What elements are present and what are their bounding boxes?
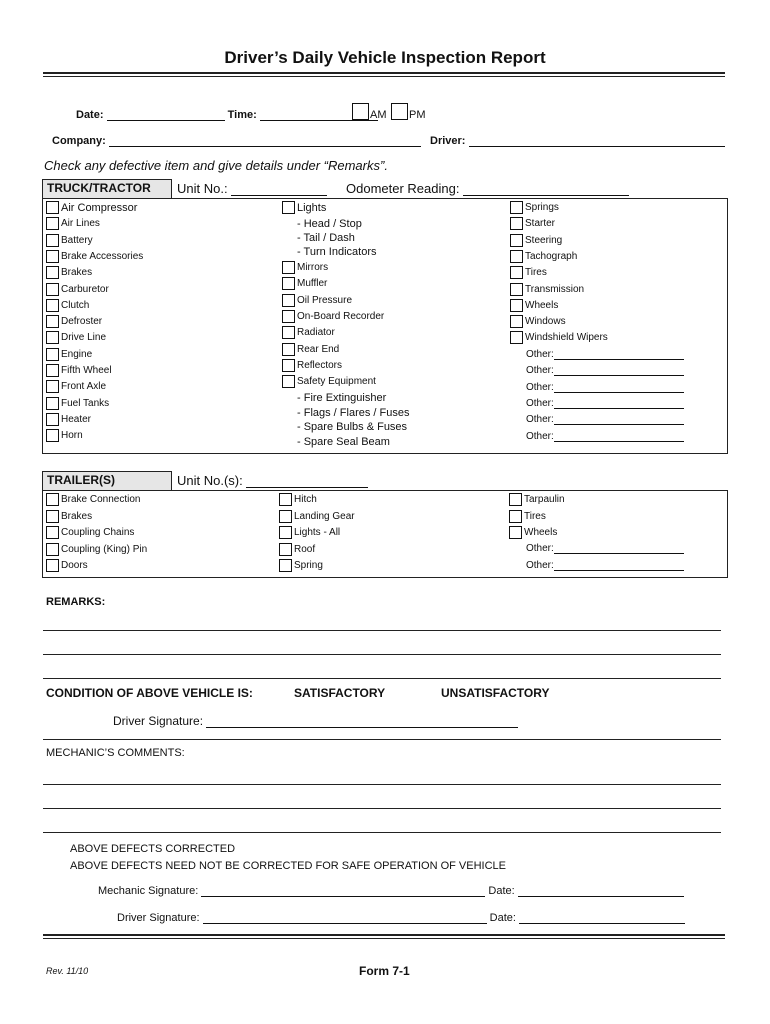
other-label: Other:: [526, 381, 554, 393]
mechanic-comment-line[interactable]: [43, 784, 721, 785]
checkbox[interactable]: [279, 526, 292, 539]
mechanic-comments-label: MECHANIC’S COMMENTS:: [46, 747, 185, 759]
checkbox[interactable]: [46, 413, 59, 426]
satisfactory-option[interactable]: SATISFACTORY: [294, 686, 386, 700]
other-field[interactable]: [526, 431, 684, 442]
company-label: Company:: [52, 135, 106, 147]
trailer-item[interactable]: [46, 526, 134, 539]
checkbox[interactable]: [510, 299, 523, 312]
checkbox[interactable]: [282, 343, 295, 356]
footer-rule-thin: [43, 938, 725, 939]
other-line[interactable]: [554, 349, 684, 360]
other-label: Other:: [526, 365, 554, 377]
other-line[interactable]: [554, 560, 684, 571]
trailer-item[interactable]: [279, 493, 317, 506]
checkbox[interactable]: [510, 217, 523, 230]
item-label: Spring: [294, 560, 323, 571]
remarks-label: REMARKS:: [46, 596, 106, 608]
truck-item[interactable]: [282, 261, 328, 274]
item-label: Air Lines: [61, 218, 100, 230]
item-label: Lights - All: [294, 527, 341, 538]
title-rule-thin: [43, 76, 725, 77]
item-label: Wheels: [525, 299, 559, 311]
form-number: Form 7-1: [359, 964, 410, 978]
odometer-field[interactable]: [463, 183, 629, 196]
item-label: Air Compressor: [61, 201, 138, 214]
mechanic-comment-line[interactable]: [43, 832, 721, 833]
item-label: Fifth Wheel: [61, 365, 112, 376]
truck-item[interactable]: [510, 250, 577, 263]
truck-item-lights[interactable]: [282, 201, 326, 214]
instruction-text: Check any defective item and give details under “Remarks”.: [44, 158, 388, 173]
mechanic-driver-signature-field[interactable]: [203, 911, 487, 924]
truck-item[interactable]: [46, 266, 92, 279]
checkbox[interactable]: [279, 543, 292, 556]
item-label: Brakes: [61, 267, 93, 279]
item-label: Battery: [61, 234, 93, 246]
checkbox[interactable]: [46, 299, 59, 312]
other-field[interactable]: [526, 560, 684, 571]
trailer-item[interactable]: [46, 493, 141, 506]
checkbox[interactable]: [46, 250, 59, 263]
item-label: Tires: [524, 510, 546, 522]
pm-checkbox[interactable]: [391, 103, 408, 121]
sub-item: - Tail / Dash: [297, 232, 355, 244]
item-label: Tires: [525, 267, 547, 279]
unsatisfactory-option[interactable]: UNSATISFACTORY: [441, 686, 550, 700]
truck-header: TRUCK/TRACTOR: [42, 179, 172, 199]
other-label: Other:: [526, 543, 554, 554]
truck-item[interactable]: [46, 429, 83, 442]
truck-item[interactable]: [282, 310, 384, 323]
other-line[interactable]: [554, 398, 684, 409]
checkbox[interactable]: [279, 559, 292, 572]
truck-item[interactable]: [510, 201, 559, 214]
checkbox[interactable]: [510, 250, 523, 263]
item-label: Front Axle: [61, 381, 107, 393]
truck-item[interactable]: [46, 234, 93, 247]
mechanic-driver-date-label: Date:: [489, 912, 516, 924]
date-label: Date:: [76, 109, 104, 121]
item-label: Brake Connection: [61, 494, 141, 505]
trailer-unit-label: Unit No.(s):: [177, 473, 243, 488]
checkbox[interactable]: [46, 331, 59, 344]
checkbox[interactable]: [282, 201, 295, 214]
checkbox[interactable]: [282, 326, 295, 339]
item-label: Windows: [525, 316, 566, 328]
item-label: Tarpaulin: [524, 494, 565, 505]
truck-item[interactable]: [46, 201, 137, 214]
checkbox[interactable]: [279, 510, 292, 523]
checkbox[interactable]: [282, 375, 295, 388]
truck-item[interactable]: [46, 283, 109, 296]
checkbox[interactable]: [46, 559, 59, 572]
checkbox[interactable]: [46, 429, 59, 442]
item-label: Muffler: [297, 278, 328, 290]
item-label: Coupling Chains: [61, 527, 135, 538]
other-label: Other:: [526, 430, 554, 442]
truck-item[interactable]: [46, 217, 100, 230]
truck-item[interactable]: [510, 234, 562, 247]
other-label: Other:: [526, 560, 554, 571]
date-row: [76, 108, 378, 121]
truck-item[interactable]: [46, 331, 106, 344]
trailer-item[interactable]: [509, 510, 546, 523]
item-label: Drive Line: [61, 332, 107, 344]
checkbox[interactable]: [46, 348, 59, 361]
item-label: Brakes: [61, 510, 93, 522]
item-label: Clutch: [61, 299, 90, 311]
item-label: Transmission: [525, 283, 585, 295]
driver-row: [430, 134, 725, 147]
item-label: Lights: [297, 201, 327, 214]
checkbox[interactable]: [510, 283, 523, 296]
driver-signature-row: [113, 714, 518, 728]
item-label: Starter: [525, 218, 556, 230]
trailer-item[interactable]: [279, 526, 340, 539]
checkbox[interactable]: [46, 543, 59, 556]
trailer-item[interactable]: [46, 543, 147, 556]
checkbox[interactable]: [46, 493, 59, 506]
trailer-item[interactable]: [279, 510, 355, 523]
title-rule: [43, 72, 725, 74]
mechanic-comment-line[interactable]: [43, 808, 721, 809]
item-label: Wheels: [524, 527, 558, 538]
item-label: Hitch: [294, 494, 317, 505]
trailer-item[interactable]: [509, 526, 557, 539]
checkbox[interactable]: [510, 234, 523, 247]
checkbox[interactable]: [46, 234, 59, 247]
checkbox[interactable]: [46, 397, 59, 410]
truck-item[interactable]: [510, 266, 547, 279]
checkbox[interactable]: [509, 493, 522, 506]
truck-item[interactable]: [282, 277, 327, 290]
checkbox[interactable]: [46, 526, 59, 539]
item-label: Steering: [525, 234, 563, 246]
footer-rule: [43, 934, 725, 936]
am-checkbox[interactable]: [352, 103, 369, 121]
truck-item[interactable]: [46, 315, 102, 328]
truck-item[interactable]: [46, 380, 106, 393]
item-label: Mirrors: [297, 262, 329, 273]
driver-signature-label: Driver Signature:: [113, 714, 204, 728]
trailer-unit-row: [177, 473, 368, 488]
checkbox[interactable]: [46, 315, 59, 328]
checkbox[interactable]: [510, 201, 523, 214]
item-label: Safety Equipment: [297, 376, 376, 388]
item-label: Radiator: [297, 327, 335, 339]
truck-item[interactable]: [282, 343, 339, 356]
truck-item[interactable]: [46, 299, 89, 312]
checkbox[interactable]: [282, 277, 295, 290]
truck-item[interactable]: [46, 250, 143, 263]
driver-signature-field[interactable]: [206, 715, 518, 728]
checkbox[interactable]: [282, 359, 295, 372]
checkbox[interactable]: [509, 526, 522, 539]
checkbox[interactable]: [46, 380, 59, 393]
mechanic-signature-row: [98, 884, 684, 897]
truck-item[interactable]: [282, 326, 335, 339]
other-label: Other:: [526, 397, 554, 409]
remarks-line[interactable]: [43, 678, 721, 679]
mechanic-signature-label: Mechanic Signature:: [98, 885, 199, 897]
mechanic-date-label: Date:: [488, 885, 515, 897]
other-field[interactable]: [526, 349, 684, 360]
item-label: Engine: [61, 348, 93, 360]
truck-unit-field[interactable]: [231, 183, 327, 196]
trailer-unit-field[interactable]: [246, 475, 368, 488]
other-field[interactable]: [526, 543, 684, 554]
item-label: Horn: [61, 430, 83, 442]
sub-item: - Head / Stop: [297, 218, 362, 230]
checkbox[interactable]: [46, 510, 59, 523]
trailer-item[interactable]: [46, 559, 88, 572]
other-field[interactable]: [526, 365, 684, 376]
driver-label: Driver:: [430, 135, 466, 147]
other-field[interactable]: [526, 382, 684, 393]
sub-item: - Spare Seal Beam: [297, 435, 390, 448]
section-divider: [43, 739, 721, 740]
checkbox[interactable]: [46, 266, 59, 279]
company-field[interactable]: [109, 134, 421, 147]
mechanic-driver-signature-row: [117, 911, 685, 924]
item-label: Coupling (King) Pin: [61, 543, 148, 555]
truck-item[interactable]: [510, 331, 608, 344]
item-label: Rear End: [297, 343, 340, 355]
mechanic-date-field[interactable]: [518, 884, 684, 897]
checkbox[interactable]: [46, 364, 59, 377]
am-box[interactable]: [352, 103, 369, 120]
checkbox[interactable]: [510, 315, 523, 328]
remarks-line[interactable]: [43, 654, 721, 655]
page-title: Driver’s Daily Vehicle Inspection Report: [224, 48, 546, 67]
truck-unit-row: [177, 181, 327, 196]
truck-item[interactable]: [46, 397, 109, 410]
pm-box[interactable]: [391, 103, 408, 120]
trailer-item[interactable]: [46, 510, 92, 523]
revision-text: Rev. 11/10: [46, 966, 89, 976]
item-label: Reflectors: [297, 359, 343, 371]
truck-item[interactable]: [510, 299, 558, 312]
odometer-label: Odometer Reading:: [346, 181, 460, 196]
trailer-item[interactable]: [509, 493, 565, 506]
item-label: Brake Accessories: [61, 250, 144, 262]
item-label: Fuel Tanks: [61, 397, 110, 409]
sub-item: - Spare Bulbs & Fuses: [297, 421, 408, 433]
item-label: Defroster: [61, 316, 103, 328]
truck-item[interactable]: [282, 359, 342, 372]
item-label: Landing Gear: [294, 510, 355, 522]
truck-item[interactable]: [282, 375, 376, 388]
odometer-row: [346, 181, 629, 196]
truck-unit-label: Unit No.:: [177, 181, 228, 196]
other-line[interactable]: [554, 414, 684, 425]
checkbox[interactable]: [282, 294, 295, 307]
other-line[interactable]: [554, 543, 684, 554]
company-row: [52, 134, 421, 147]
item-label: Oil Pressure: [297, 294, 353, 306]
time-label: Time:: [227, 109, 257, 121]
checkbox[interactable]: [46, 217, 59, 230]
other-line[interactable]: [554, 431, 684, 442]
trailer-header: TRAILER(S): [42, 471, 172, 491]
truck-item[interactable]: [510, 283, 584, 296]
sub-item: - Turn Indicators: [297, 246, 377, 258]
other-label: Other:: [526, 414, 554, 426]
other-line[interactable]: [554, 382, 684, 393]
item-label: Springs: [525, 202, 559, 213]
trailer-item[interactable]: [279, 543, 315, 556]
truck-item[interactable]: [46, 348, 92, 361]
checkbox[interactable]: [510, 266, 523, 279]
other-label: Other:: [526, 349, 554, 360]
am-label: AM: [370, 109, 387, 121]
checkbox[interactable]: [279, 493, 292, 506]
truck-item[interactable]: [510, 315, 566, 328]
checkbox[interactable]: [46, 201, 59, 214]
item-label: Heater: [61, 413, 92, 425]
truck-item[interactable]: [46, 413, 91, 426]
checkbox[interactable]: [46, 283, 59, 296]
trailer-item[interactable]: [279, 559, 323, 572]
defects-corrected-text: ABOVE DEFECTS CORRECTED: [70, 843, 236, 855]
item-label: On-Board Recorder: [297, 310, 385, 322]
date-field[interactable]: [107, 108, 225, 121]
truck-item[interactable]: [510, 217, 555, 230]
checkbox[interactable]: [282, 261, 295, 274]
sub-item: - Flags / Flares / Fuses: [297, 406, 410, 419]
checkbox[interactable]: [282, 310, 295, 323]
remarks-line[interactable]: [43, 630, 721, 631]
checkbox[interactable]: [509, 510, 522, 523]
condition-label: CONDITION OF ABOVE VEHICLE IS:: [46, 686, 253, 700]
mechanic-driver-signature-label: Driver Signature:: [117, 912, 200, 924]
item-label: Doors: [61, 560, 88, 571]
sub-item: - Fire Extinguisher: [297, 392, 387, 404]
item-label: Carburetor: [61, 283, 109, 295]
other-field[interactable]: [526, 398, 684, 409]
item-label: Windshield Wipers: [525, 332, 608, 344]
mechanic-signature-field[interactable]: [201, 884, 485, 897]
truck-item[interactable]: [282, 294, 352, 307]
other-line[interactable]: [554, 365, 684, 376]
defects-not-corrected-text: ABOVE DEFECTS NEED NOT BE CORRECTED FOR SAFE OPERATION OF VEHICLE: [70, 860, 506, 872]
truck-item[interactable]: [46, 364, 112, 377]
pm-label: PM: [409, 109, 426, 121]
driver-field[interactable]: [469, 134, 725, 147]
item-label: Tachograph: [525, 250, 578, 262]
other-field[interactable]: [526, 414, 684, 425]
item-label: Roof: [294, 543, 316, 555]
checkbox[interactable]: [510, 331, 523, 344]
mechanic-driver-date-field[interactable]: [519, 911, 685, 924]
